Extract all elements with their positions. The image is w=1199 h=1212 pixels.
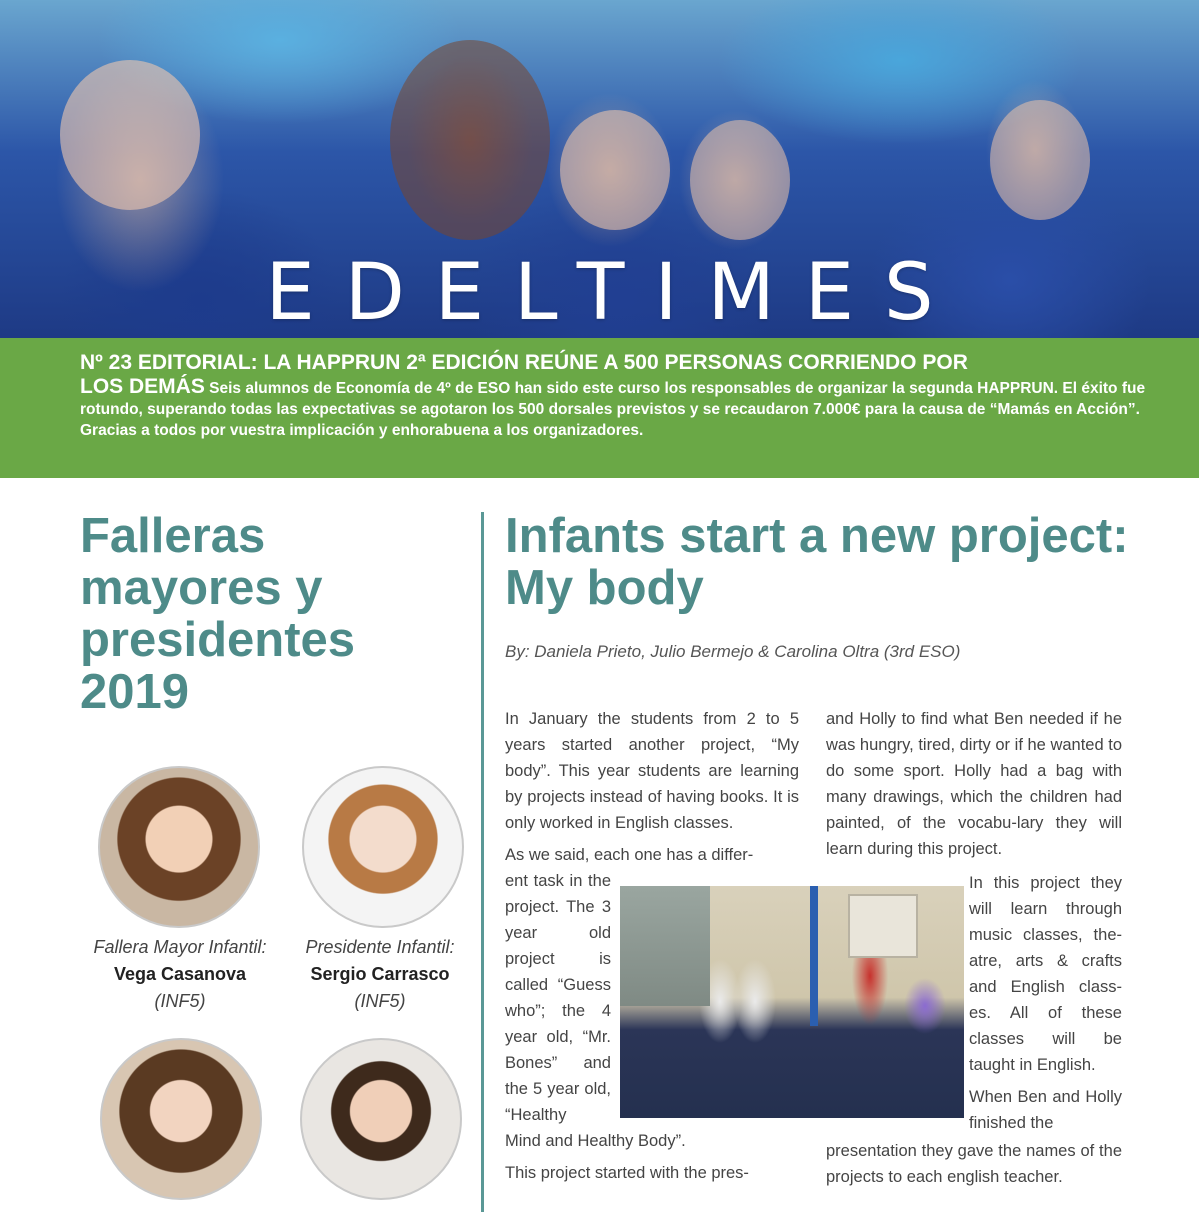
article-column-2-wrap [969, 870, 1122, 1142]
caption-role: Presidente Infantil: [305, 937, 455, 957]
caption-fallera [70, 934, 290, 1015]
falleras-title: Falleras mayores y presidentes 2019 [80, 509, 356, 719]
paragraph: and Holly to find what Ben needed if he was hungry, tired, dirty or if he wanted to do some sport. Holly had a bag with many drawings, which the children had painted, of the vocabu-lary they will learn during this project. [826, 710, 1122, 858]
caption-role: Fallera Mayor Infantil: [93, 937, 267, 957]
article-title: Infants start a new project: My body [505, 509, 1129, 615]
editorial-text: Seis alumnos de Economía de 4º de ESO han sido este curso los responsables de organizar la segunda HAPPRUN. El éxito fue rotundo, superando todas las expectativas se agotaron los 500 dorsales previstos y se recaudaron 7.000€ para la causa de “Mamás en Acción”. Gracias a todos por vuestra implicación y enhorabuena a los organizadores. [80, 380, 1146, 439]
paragraph: This project started with the pres- [505, 1164, 749, 1182]
caption-name: Vega Casanova [113, 964, 247, 984]
portrait-sergio [302, 766, 464, 928]
runner-face [60, 60, 200, 210]
editorial-heading-cont: LOS DEMÁS [80, 375, 205, 398]
wall-poster [848, 894, 918, 958]
runner-hair [390, 40, 550, 240]
portrait-vega [98, 766, 260, 928]
editorial-heading: Nº 23 EDITORIAL: LA HAPPRUN 2ª EDICIÓN REÚNE A 500 PERSONAS CORRIENDO POR [80, 351, 968, 374]
paragraph-wrap: ent task in the project. The 3 year old project is called “Guess who”; the 4 year old, “Mr. Bones” and the 5 year old, “Healthy [505, 872, 611, 1124]
portrait-fallera-mayor [100, 1038, 262, 1200]
article-byline: By: Daniela Prieto, Julio Bermejo & Carolina Oltra (3rd ESO) [505, 642, 961, 661]
caption-name: Sergio Carrasco [310, 964, 450, 984]
caption-presidente [280, 934, 480, 1015]
editorial-body [80, 376, 1159, 441]
classroom-photo [620, 886, 964, 1118]
paragraph: In January the students from 2 to 5 years started another project, “My body”. This year students are learning by projects instead of having books. It is only worked in English classes. [505, 710, 799, 832]
blue-pole [810, 886, 818, 1026]
paragraph: Mind and Healthy Body”. [505, 1132, 686, 1150]
hero-photo [0, 0, 1199, 338]
portrait-presidente [300, 1038, 462, 1200]
bookshelf [620, 886, 710, 1006]
runner-face [560, 110, 670, 230]
article-column-2 [826, 706, 1122, 868]
paragraph: As we said, each one has a differ- [505, 846, 754, 864]
article-column-2-bottom [826, 1138, 1122, 1196]
column-divider [481, 512, 484, 1212]
caption-class: (INF5) [354, 991, 406, 1011]
caption-class: (INF5) [154, 991, 206, 1011]
paragraph: presentation they gave the names of the projects to each english teacher. [826, 1142, 1122, 1186]
runner-face [690, 120, 790, 240]
runner-face [990, 100, 1090, 220]
masthead-title: EDELTIMES [265, 248, 964, 338]
paragraph: In this project they will learn through music classes, the-atre, arts & crafts and English class-es. All of these classes will be taught in English. [969, 874, 1122, 1074]
paragraph: When Ben and Holly finished the [969, 1088, 1122, 1132]
editorial-banner [0, 338, 1199, 478]
